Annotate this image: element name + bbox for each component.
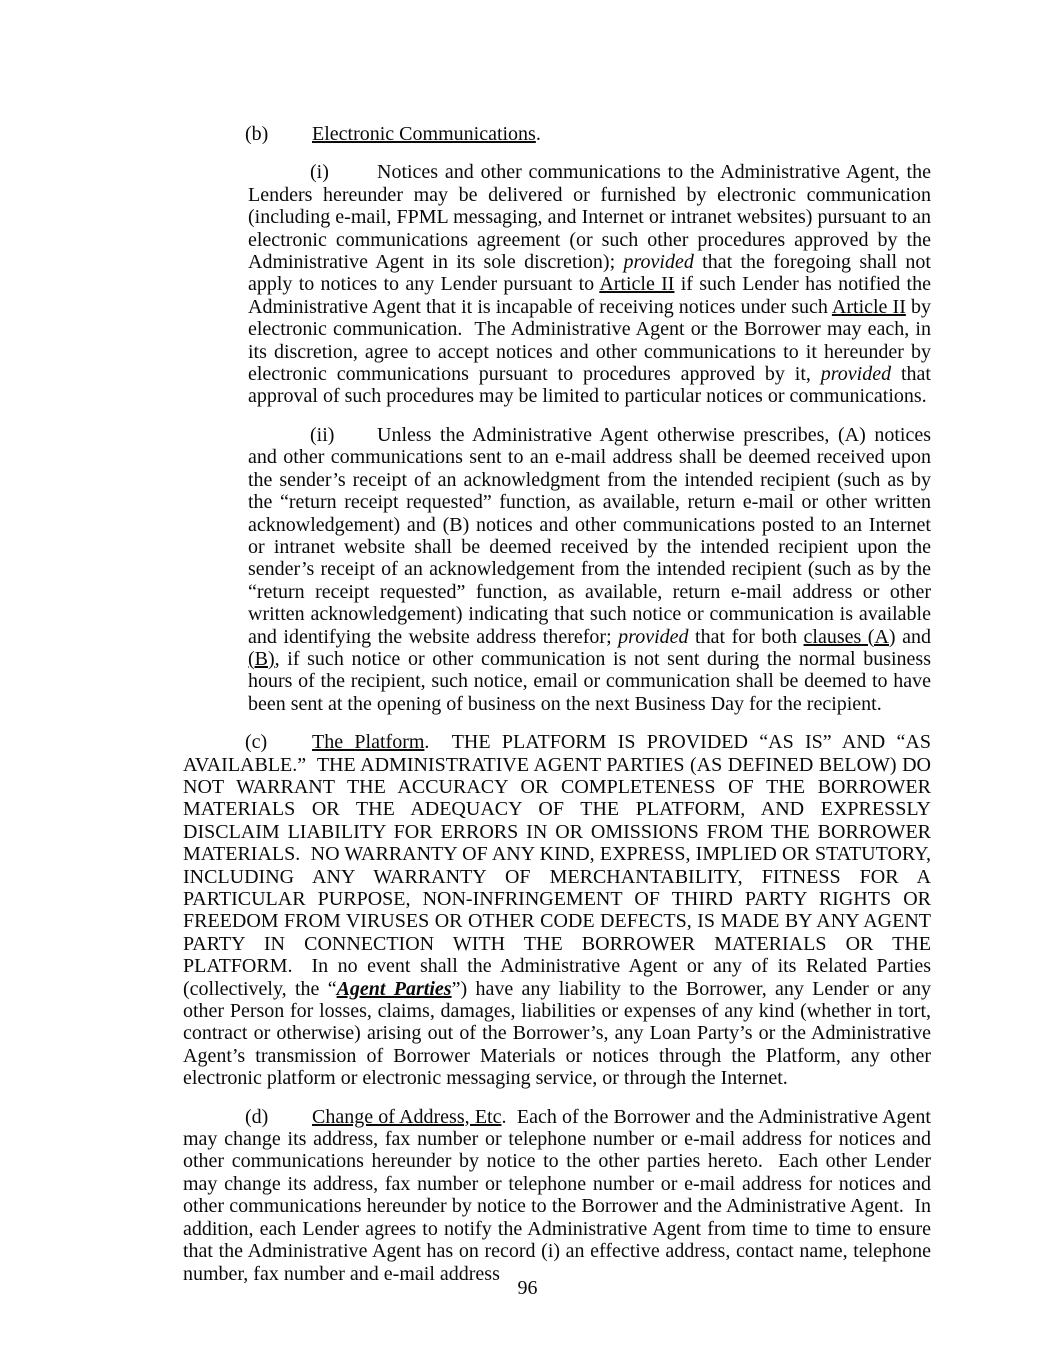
text-segment: Notices and other communications to the Administrative Agent, the Lenders hereunder may be delivered or furnished by electronic communication (including e-mail, FPML messaging, and Internet or intranet websites) pursuant to an electronic communications agreement (or such other procedures approved by the Administrative Agent in its sole discretion); <box>248 161 936 274</box>
text-segment: provided <box>820 363 892 386</box>
text-segment: Article II <box>599 273 675 296</box>
paragraph-b-ii <box>248 423 936 715</box>
text-segment: Electronic Communications <box>312 123 536 145</box>
text-segment: Agent Parties <box>336 977 452 1000</box>
text-segment: that the foregoing shall not apply to notices to any Lender pursuant to <box>248 251 936 296</box>
text-segment: that approval of such procedures may be limited to particular notices or communications. <box>248 363 936 408</box>
page-footer <box>0 1277 1055 1299</box>
text-segment: , if such notice or other communication is not sent during the normal business hours of the recipient, such notice, email or communication shall be deemed to have been sent at the opening of business on the next Business Day for the recipient. <box>248 647 936 715</box>
text-segment: and <box>895 625 936 648</box>
text-segment: Article II <box>831 295 906 318</box>
text-segment: ”) have any liability to the Borrower, any Lender or any other Person for losses, claims, damages, liabilities or expenses of any kind (whether in tort, contract or otherwise) arising out of the Borrower’s, any Loan Party’s or the Administrative Agent’s transmission of Borrower Materials or notices through the Platform, any other electronic platform or electronic messaging service, or through the Internet. <box>183 977 937 1090</box>
text-segment: that for both <box>688 625 804 648</box>
paragraph-d <box>183 1105 936 1285</box>
paragraph-c <box>183 731 937 1090</box>
paragraph-label: (i) <box>310 161 329 184</box>
text-segment: provided <box>618 625 689 648</box>
text-segment: (B) <box>248 647 275 670</box>
page-number: 96 <box>517 1277 538 1299</box>
text-segment: . THE PLATFORM IS PROVIDED “AS IS” AND “AS AVAILABLE.” THE ADMINISTRATIVE AGENT PARTIES (AS DEFINED BELOW) DO NOT WARRANT THE ACCURACY OR COMPLETENESS OF THE BORROWER MATERIALS OR THE ADEQUACY OF THE PLATFORM, AND EXPRESSLY DISCLAIM LIABILITY FOR ERRORS IN OR OMISSIONS FROM THE BORROWER MATERIALS. NO WARRANTY OF ANY KIND, EXPRESS, IMPLIED OR STATUTORY, INCLUDING ANY WARRANTY OF MERCHANTABILITY, FITNESS FOR A PARTICULAR PURPOSE, NON-INFRINGEMENT OF THIRD PARTY RIGHTS OR FREEDOM FROM VIRUSES OR OTHER CODE DEFECTS, IS MADE BY ANY AGENT PARTY IN CONNECTION WITH THE BORROWER MATERIALS OR THE PLATFORM. In no event shall the Administrative Agent or any of its Related Parties (collectively, the “ <box>183 731 936 1000</box>
paragraph-b-heading <box>183 123 931 145</box>
text-segment: Change of Address, Etc <box>312 1105 502 1128</box>
text-segment: if such Lender has notified the Administrative Agent that it is incapable of receiving notices under such <box>248 273 935 318</box>
paragraph-label: (d) <box>245 1105 269 1128</box>
text-segment: clauses (A) <box>803 625 896 648</box>
document-body <box>183 123 937 1285</box>
paragraph-label: (c) <box>245 731 268 754</box>
paragraph-label: (b) <box>245 123 269 145</box>
paragraph-label: (ii) <box>310 423 335 446</box>
text-segment: . Each of the Borrower and the Administrative Agent may change its address, fax number or telephone number or e-mail address for notices and other communications hereunder by notice to the other parties hereto. Each other Lender may change its address, fax number or telephone number or e-mail address for notices and other communications hereunder by notice to the Borrower and the Administrative Agent. In addition, each Lender agrees to notify the Administrative Agent from time to time to ensure that the Administrative Agent has on record (i) an effective address, contact name, telephone number, fax number and e-mail address <box>183 1105 936 1285</box>
text-segment: by electronic communication. The Administrative Agent or the Borrower may each, in its discretion, agree to accept notices and other communications to it hereunder by electronic communications pursuant to procedures approved by it, <box>248 295 936 386</box>
text-segment: provided <box>623 251 694 274</box>
text-segment: Unless the Administrative Agent otherwise prescribes, (A) notices and other communications sent to an e-mail address shall be deemed received upon the sender’s receipt of an acknowledgment from the intended recipient (such as by the “return receipt requested” function, as available, return e-mail or other written acknowledgement) and (B) notices and other communications posted to an Internet or intranet website shall be deemed received by the intended recipient upon the sender’s receipt of an acknowledgement from the intended recipient (such as by the “return receipt requested” function, as available, return e-mail address or other written acknowledgement) indicating that such notice or communication is available and identifying the website address therefor; <box>248 423 936 648</box>
paragraph-b-i <box>248 161 936 408</box>
text-segment: The Platform <box>312 731 425 754</box>
text-segment: . <box>535 123 541 145</box>
